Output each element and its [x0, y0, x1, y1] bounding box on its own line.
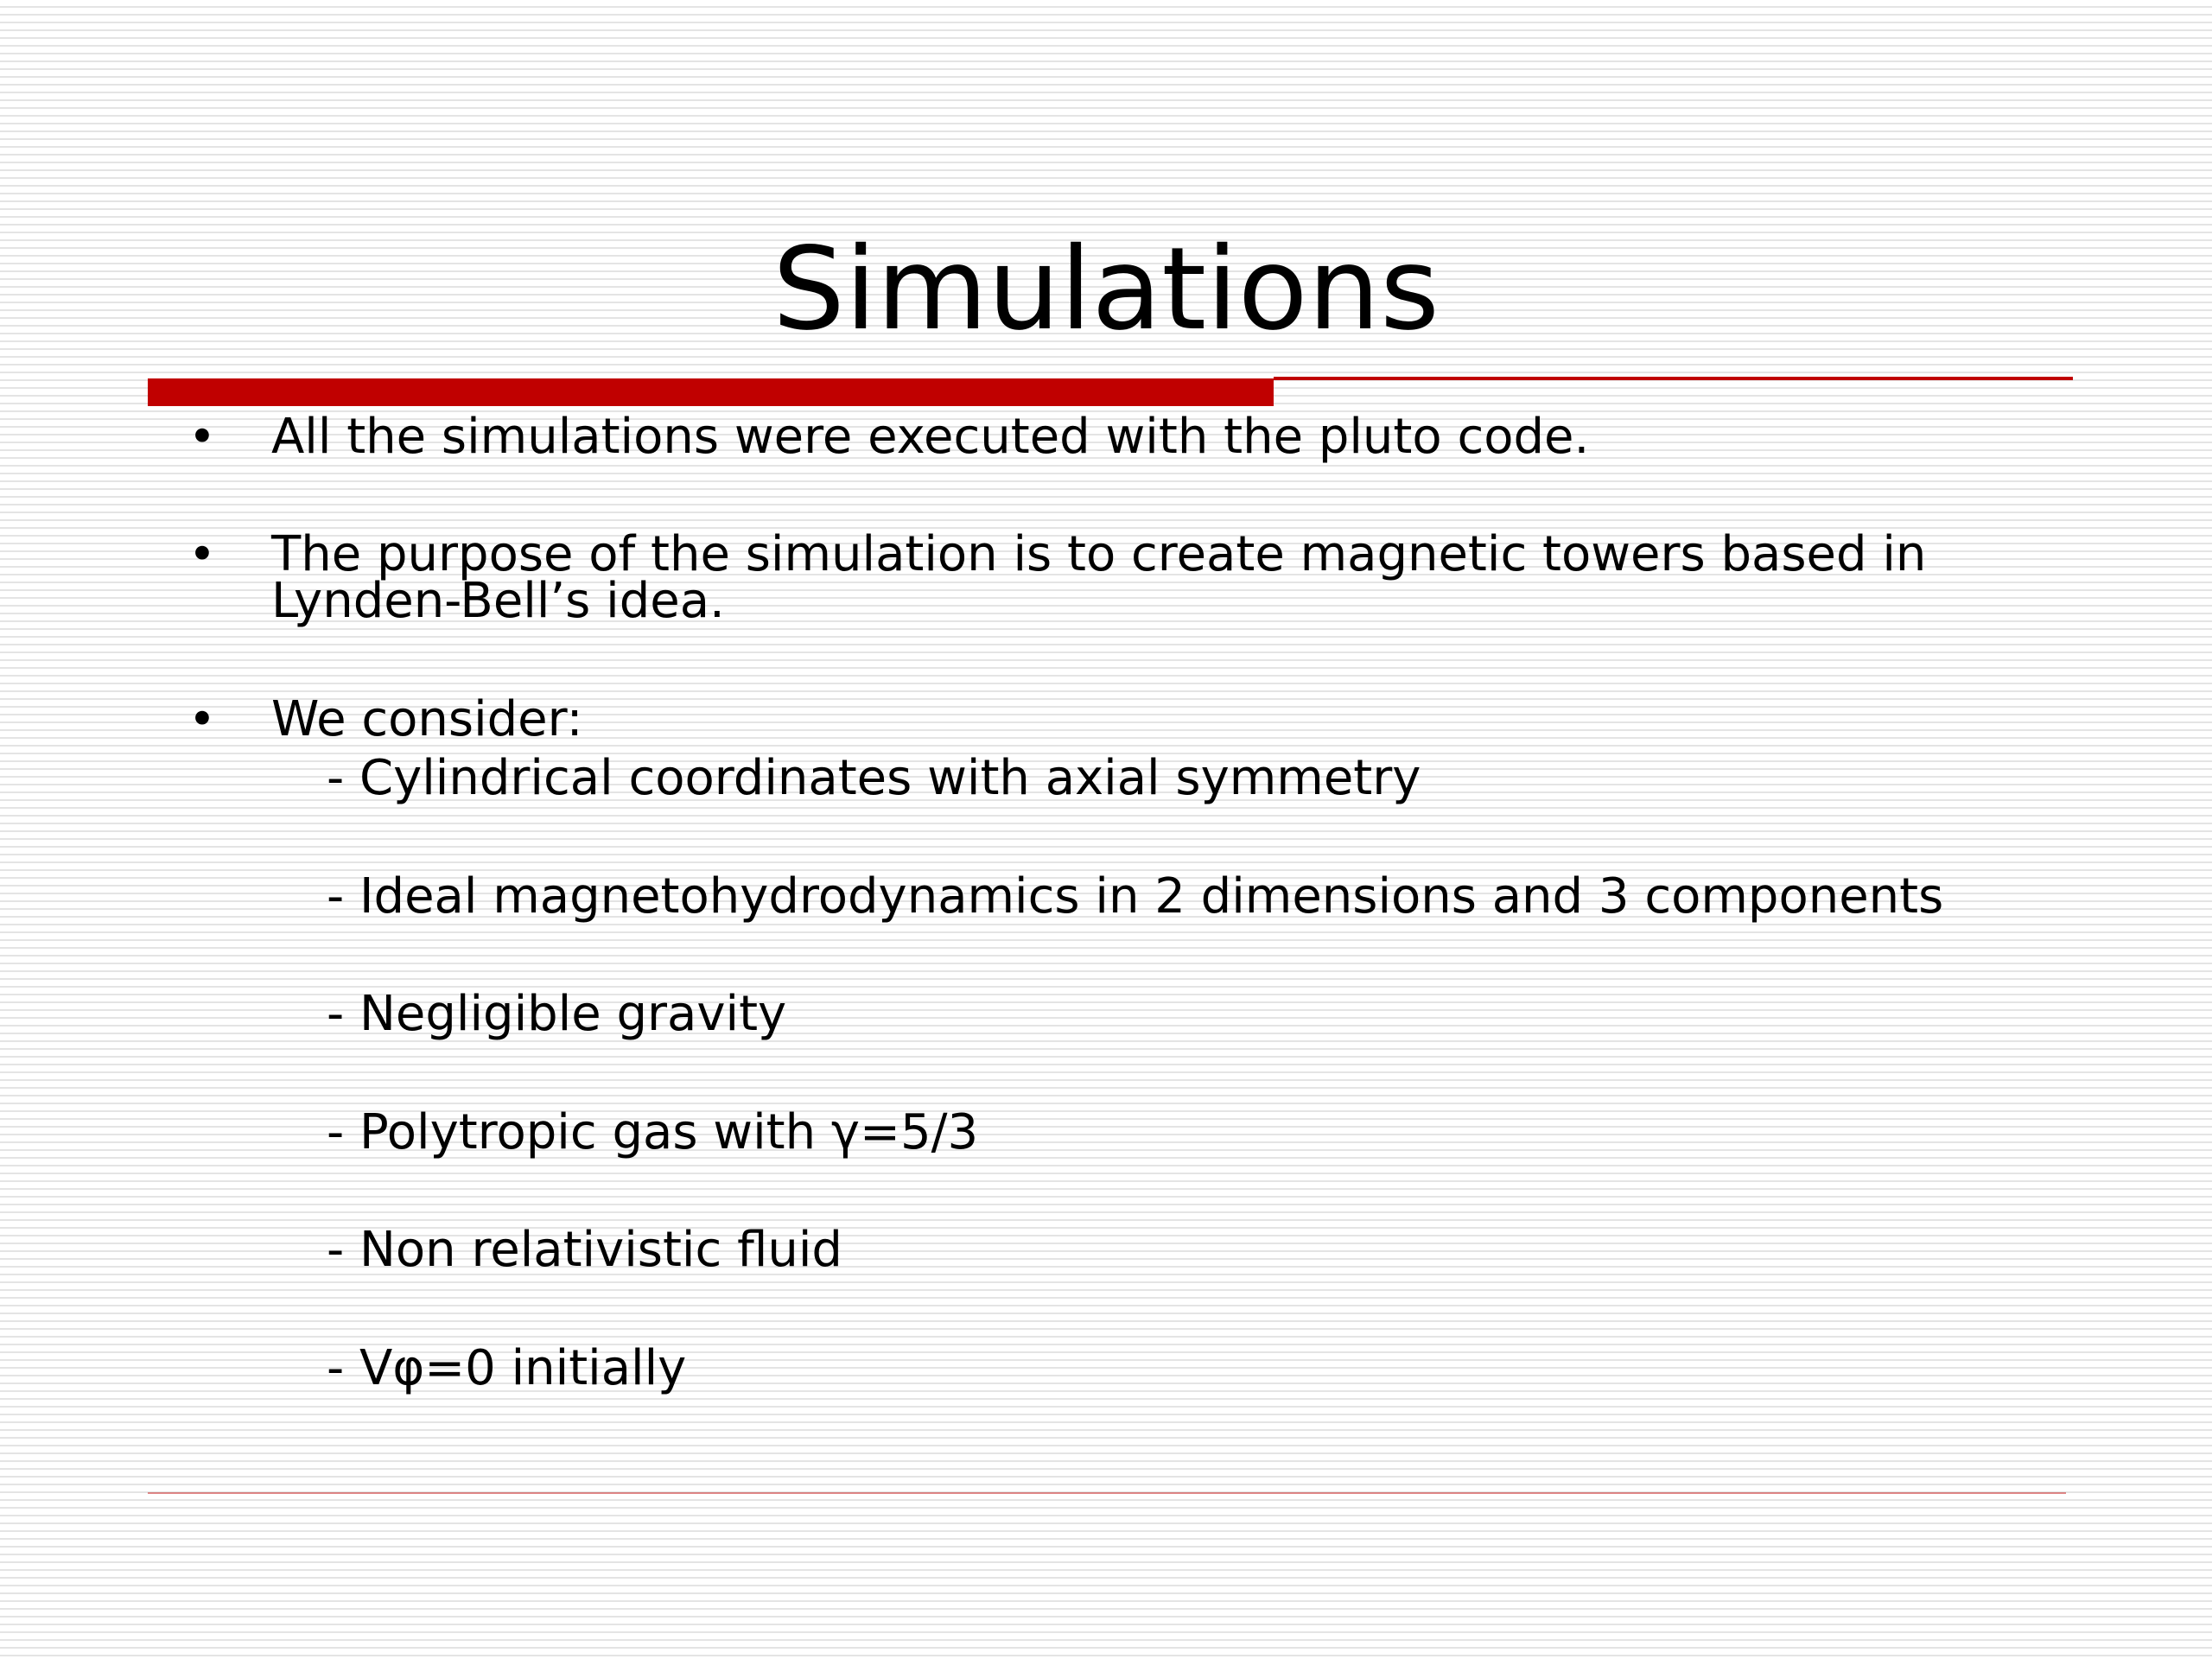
bullet-text-purpose-line1: The purpose of the simulation is to create magnetic towers based in: [271, 526, 1927, 582]
subitem-cylindrical: - Cylindrical coordinates with axial symmetry: [327, 750, 1421, 806]
bullet-marker: •: [188, 692, 216, 747]
bullet-marker: •: [188, 527, 216, 582]
slide-title: Simulations: [772, 223, 1440, 356]
subitem-polytropic: - Polytropic gas with γ=5/3: [327, 1104, 979, 1160]
bullet-marker: •: [188, 410, 216, 464]
subitem-non-relativistic: - Non relativistic fluid: [327, 1222, 842, 1278]
bullet-text-purpose-line2: Lynden-Bell’s idea.: [271, 573, 725, 629]
subitem-vphi: - Vφ=0 initially: [327, 1340, 687, 1396]
bullet-text-consider: We consider:: [271, 691, 583, 747]
bullet-text-pluto: All the simulations were executed with the pluto code.: [271, 409, 1590, 465]
subitem-ideal-mhd: - Ideal magnetohydrodynamics in 2 dimensions and 3 components: [327, 868, 1944, 925]
footer-rule: [148, 1492, 2066, 1494]
subitem-gravity: - Negligible gravity: [327, 986, 787, 1042]
